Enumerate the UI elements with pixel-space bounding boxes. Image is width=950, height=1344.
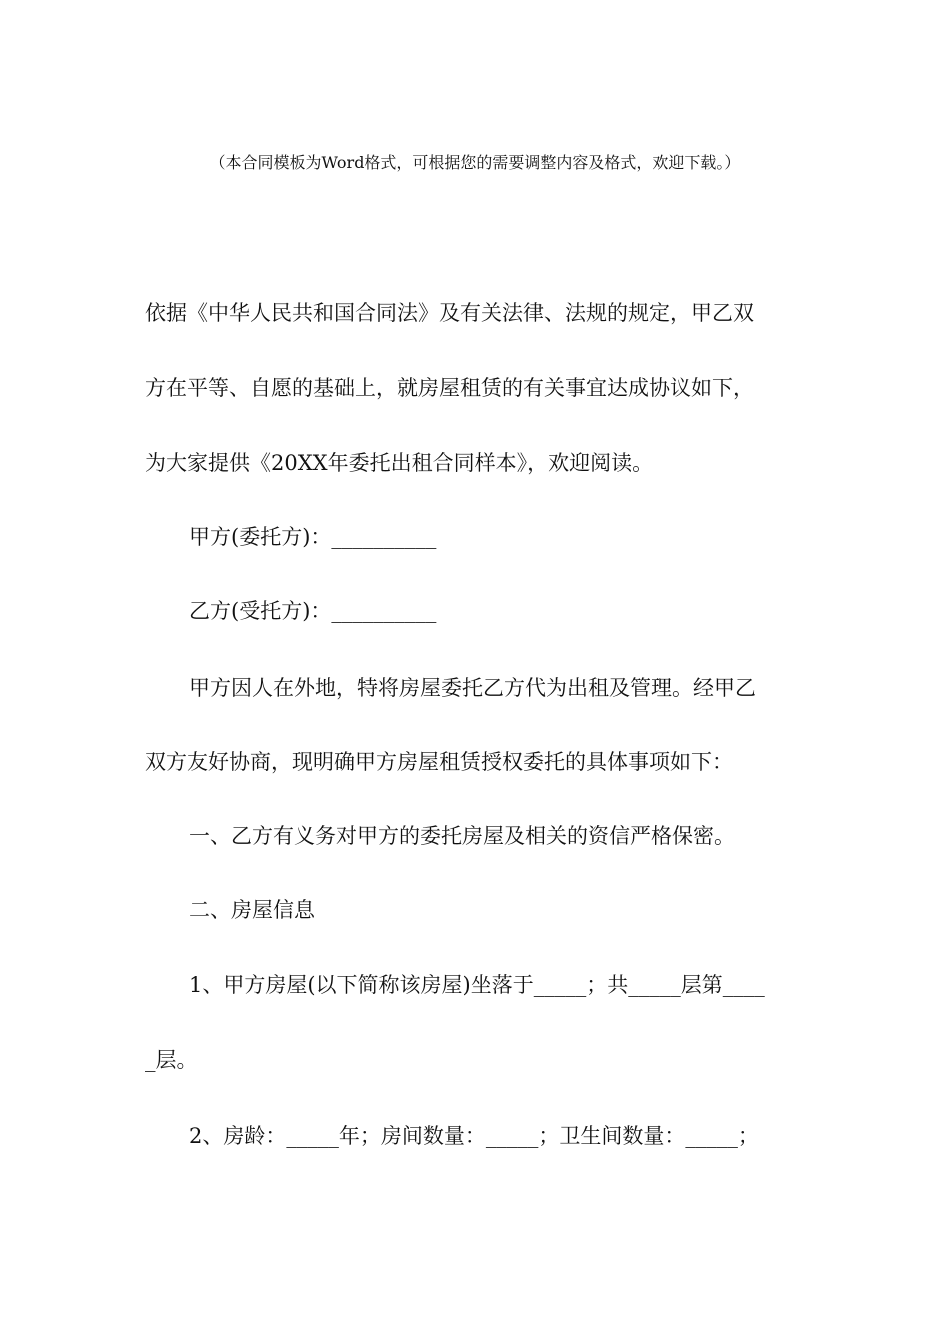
- intro-line-3: 为大家提供《20XX年委托出租合同样本》，欢迎阅读。: [145, 451, 654, 475]
- party-b-field: 乙方(受托方)：__________: [189, 599, 437, 623]
- intro-line-1: 依据《中华人民共和国合同法》及有关法律、法规的规定，甲乙双: [145, 301, 754, 325]
- house-item-1-line-1: 1、甲方房屋(以下简称该房屋)坐落于_____；共_____层第____: [189, 973, 765, 997]
- house-item-2: 2、房龄：_____年；房间数量：_____；卫生间数量：_____；: [189, 1124, 759, 1148]
- purpose-line-1: 甲方因人在外地，特将房屋委托乙方代为出租及管理。经甲乙: [189, 676, 756, 700]
- party-a-field: 甲方(委托方)：__________: [189, 525, 437, 549]
- purpose-line-2: 双方友好协商，现明确甲方房屋租赁授权委托的具体事项如下：: [145, 750, 733, 774]
- intro-line-2: 方在平等、自愿的基础上，就房屋租赁的有关事宜达成协议如下，: [145, 376, 754, 400]
- house-item-1-line-2: _层。: [145, 1048, 198, 1072]
- clause-1: 一、乙方有义务对甲方的委托房屋及相关的资信严格保密。: [189, 824, 735, 848]
- template-note: （本合同模板为Word格式，可根据您的需要调整内容及格式，欢迎下载。）: [209, 153, 741, 172]
- clause-2-title: 二、房屋信息: [189, 898, 315, 922]
